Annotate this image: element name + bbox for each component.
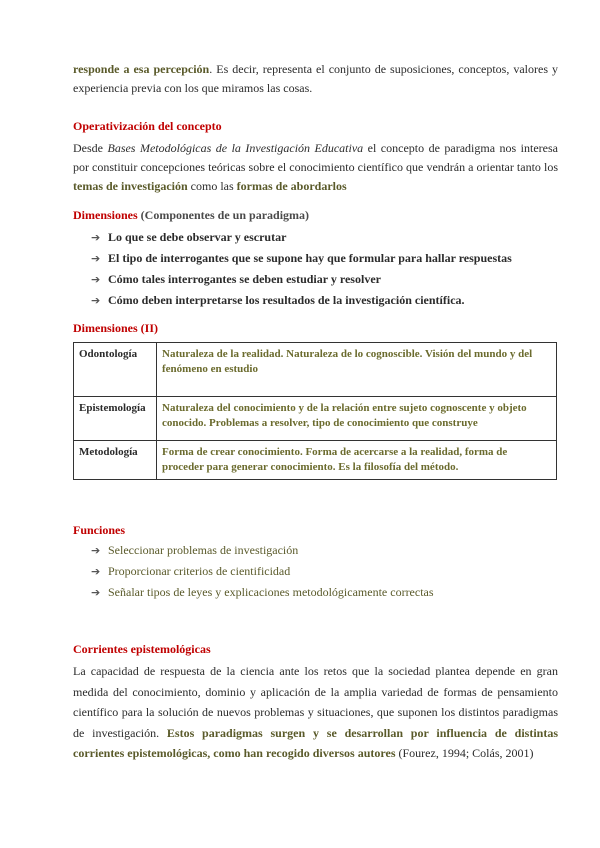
list-item-text: El tipo de interrogantes que se supone hay que formular para hallar respuestas: [108, 251, 512, 265]
dimensiones-heading: [73, 206, 558, 225]
list-item: [91, 248, 558, 269]
table-value: Naturaleza del conocimiento y de la relación entre sujeto cognoscente y objeto conocido. Problemas a resolver, tipo de conocimiento que construye: [157, 397, 557, 441]
dimensiones-subtitle: (Componentes de un paradigma): [140, 208, 310, 222]
intro-rest: . Es decir, representa el conjunto de suposiciones, conceptos, valores y experiencia previa con los que miramos las cosas.: [73, 62, 559, 95]
op-bold-1: temas de investigación: [73, 179, 188, 193]
table-key: Metodología: [74, 441, 157, 480]
table-row: [74, 397, 557, 441]
table-row: [74, 441, 557, 480]
list-item-text: Proporcionar criterios de cientificidad: [108, 564, 291, 578]
corrientes-heading: Corrientes epistemológicas: [73, 642, 211, 656]
dimensiones-ii-heading: Dimensiones (II): [73, 321, 159, 335]
list-item: [91, 227, 558, 248]
corrientes-bold: Estos paradigmas surgen y se desarrollan por influencia de distintas corrientes epistemológicas, como han recogido diversos autores: [73, 725, 558, 760]
intro-bold: responde a esa percepción: [73, 62, 210, 76]
arrow-right-icon: ➔: [91, 231, 101, 244]
operativizacion-paragraph: [73, 139, 558, 196]
list-item-text: Seleccionar problemas de investigación: [108, 543, 299, 557]
dimensiones-title: Dimensiones: [73, 208, 138, 222]
list-item: [91, 269, 558, 290]
list-item-text: Señalar tipos de leyes y explicaciones metodológicamente correctas: [108, 585, 434, 599]
table-value: Forma de crear conocimiento. Forma de acercarse a la realidad, forma de proceder para generar conocimiento. Es la filosofía del método.: [157, 441, 557, 480]
arrow-right-icon: ➔: [91, 544, 101, 557]
dimensiones-list: [73, 227, 558, 311]
intro-paragraph: [73, 60, 558, 98]
list-item-text: Cómo tales interrogantes se deben estudiar y resolver: [108, 272, 381, 286]
op-text-2: el concepto de paradigma nos interesa por constituir concepciones teóricas sobre el conocimiento científico que vendrán a orientar tanto los: [73, 141, 558, 174]
op-bold-2: formas de abordarlos: [236, 179, 347, 193]
document-page: [73, 60, 558, 764]
arrow-right-icon: ➔: [91, 294, 101, 307]
arrow-right-icon: ➔: [91, 586, 101, 599]
arrow-right-icon: ➔: [91, 252, 101, 265]
table-key: Epistemología: [74, 397, 157, 441]
op-text-1: Desde: [73, 141, 108, 155]
funciones-heading: Funciones: [73, 523, 126, 537]
list-item-text: Cómo deben interpretarse los resultados de la investigación científica.: [108, 293, 465, 307]
table-key: Odontología: [74, 343, 157, 397]
corrientes-text: La capacidad de respuesta de la ciencia ante los retos que la sociedad plantea depende en gran medida del conocimiento, dominio y aplicación de la amplia variedad de formas de pensamiento científico para la solución de nuevos problemas y situaciones, que suponen los distintos paradigmas de investigación.: [73, 664, 558, 740]
table-value: Naturaleza de la realidad. Naturaleza de lo cognoscible. Visión del mundo y del fenómeno en estudio: [157, 343, 557, 397]
dimensiones-table: [73, 342, 557, 480]
funciones-list: [73, 540, 558, 603]
list-item-text: Lo que se debe observar y escrutar: [108, 230, 287, 244]
list-item: [91, 290, 558, 311]
list-item: [91, 540, 558, 561]
op-italic-title: Bases Metodológicas de la Investigación Educativa: [107, 141, 364, 155]
operativizacion-heading: Operativización del concepto: [73, 119, 222, 133]
list-item: [91, 561, 558, 582]
op-text-3: como las: [187, 179, 237, 193]
list-item: [91, 582, 558, 603]
corrientes-citation: (Fourez, 1994; Colás, 2001): [395, 746, 534, 760]
arrow-right-icon: ➔: [91, 565, 101, 578]
table-row: [74, 343, 557, 397]
corrientes-paragraph: [73, 661, 558, 764]
arrow-right-icon: ➔: [91, 273, 101, 286]
